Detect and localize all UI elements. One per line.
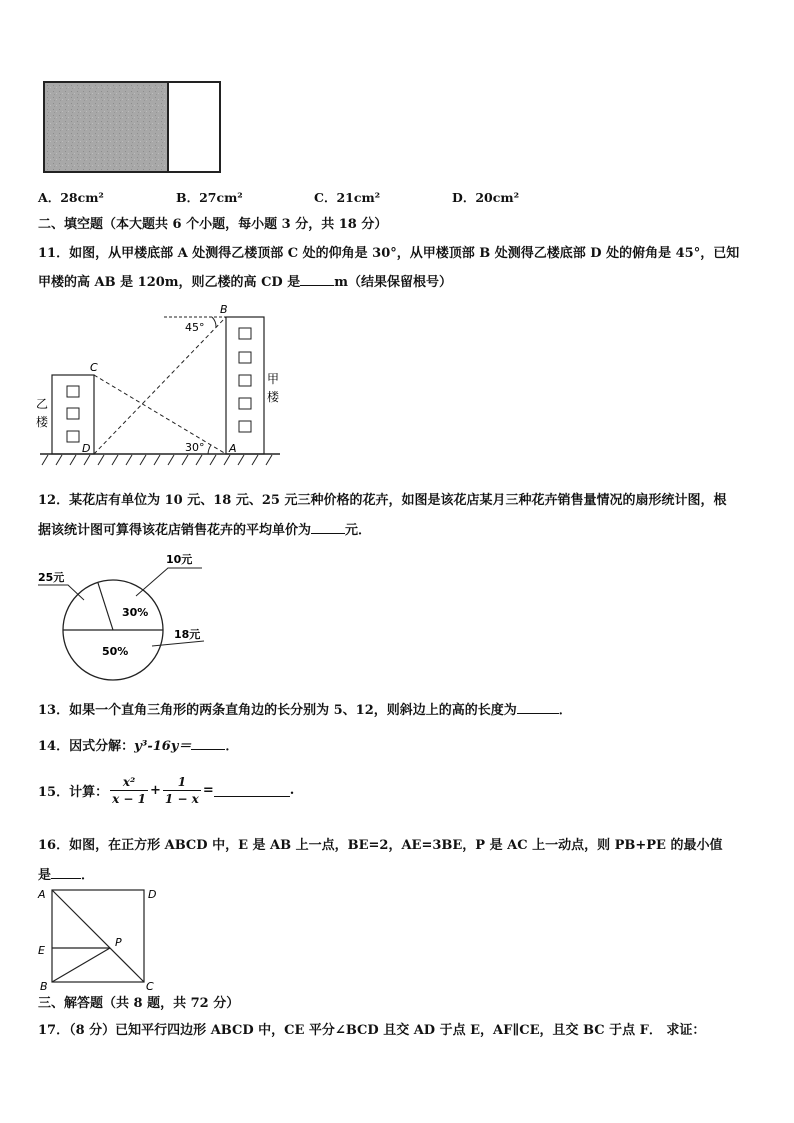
q16-label-e: E [38,944,45,957]
q11-angle-45: 45° [185,321,205,334]
q15-fraction-2: $\frac{1}{1 - x}$ [164,775,199,806]
q11-text-line1: 11．如图，从甲楼底部 A 处测得乙楼顶部 C 处的仰角是 30°，从甲楼顶部 B 处测得乙楼底部 D 处的俯角是 45°，已知 [38,246,740,261]
q11-label-yi: 乙 [36,397,49,411]
q11-angle-30: 30° [185,441,205,454]
q11-label-jia: 甲 [267,372,280,386]
q16-answer-blank[interactable] [51,866,81,879]
white-rectangle [168,82,220,172]
q11-label-c: C [90,361,98,374]
q12-text-line1: 12．某花店有单位为 10 元、18 元、25 元三种价格的花卉，如图是该花店某月三种花卉销售量情况的扇形统计图，根 [38,493,727,508]
q11-answer-blank[interactable] [300,273,334,286]
q11-label-jia-lou: 楼 [267,390,280,404]
q14-answer-blank[interactable] [191,737,225,750]
q11-buildings-figure [30,300,290,475]
option-b: B．27cm² [176,190,243,205]
q11-label-b: B [220,303,228,316]
q11-label-yi-lou: 楼 [36,415,49,429]
q16-label-c: C [146,980,154,993]
q16-label-b: B [40,980,48,993]
q11-label-a: A [229,442,237,455]
q13-text: 13．如果一个直角三角形的两条直角边的长分别为 5、12，则斜边上的高的长度为 ． [38,703,572,718]
q16-label-a: A [38,888,46,901]
option-d: D．20cm² [452,190,520,205]
q15-answer-blank[interactable] [214,784,290,797]
q16-label-d: D [148,888,157,901]
pie-pct-50: 50% [102,645,129,658]
option-a: A．28cm² [38,190,104,205]
shaded-rectangle [44,82,168,172]
pie-label-10: 10元 [166,553,193,566]
q17-text: 17．（8 分）已知平行四边形 ABCD 中，CE 平分∠BCD 且交 AD 于点 E，AF∥CE，且交 BC 于点 F． 求证： [38,1023,706,1038]
q16-text-line1: 16．如图，在正方形 ABCD 中，E 是 AB 上一点，BE=2，AE=3BE，P 是 AC 上一动点，则 PB+PE 的最小值 [38,838,723,853]
q16-text-line2: 是 ． [38,868,95,883]
option-c: C．21cm² [314,190,381,205]
q11-label-d: D [82,442,91,455]
q11-text-line2: 甲楼的高 AB 是 120m，则乙楼的高 CD 是 m（结果保留根号） [38,275,452,290]
pie-pct-30: 30% [122,606,149,619]
q15-text: 15．计算： $\frac{\text{x²}}{x - 1}$ + $\frac{1}{1 - x}$ = . [38,775,295,806]
section-heading-solutions: 三、解答题（共 8 题，共 72 分） [38,996,240,1011]
q12-pie-chart [32,548,212,683]
q15-fraction-1: $\frac{\text{x²}}{x - 1}$ [112,775,147,806]
q12-answer-blank[interactable] [311,521,345,534]
pie-label-18: 18元 [174,628,201,641]
q13-answer-blank[interactable] [517,701,559,714]
q12-text-line2: 据该统计图可算得该花店销售花卉的平均单价为 元． [38,523,372,538]
section-heading-fill-blank: 二、填空题（本大题共 6 个小题，每小题 3 分，共 18 分） [38,217,388,232]
pie-label-25: 25元 [38,571,65,584]
q10-figure [40,78,230,178]
q16-square-figure [34,884,164,994]
q14-text: 14．因式分解：y³-16y＝ ． [38,739,239,754]
q16-label-p: P [115,936,122,949]
